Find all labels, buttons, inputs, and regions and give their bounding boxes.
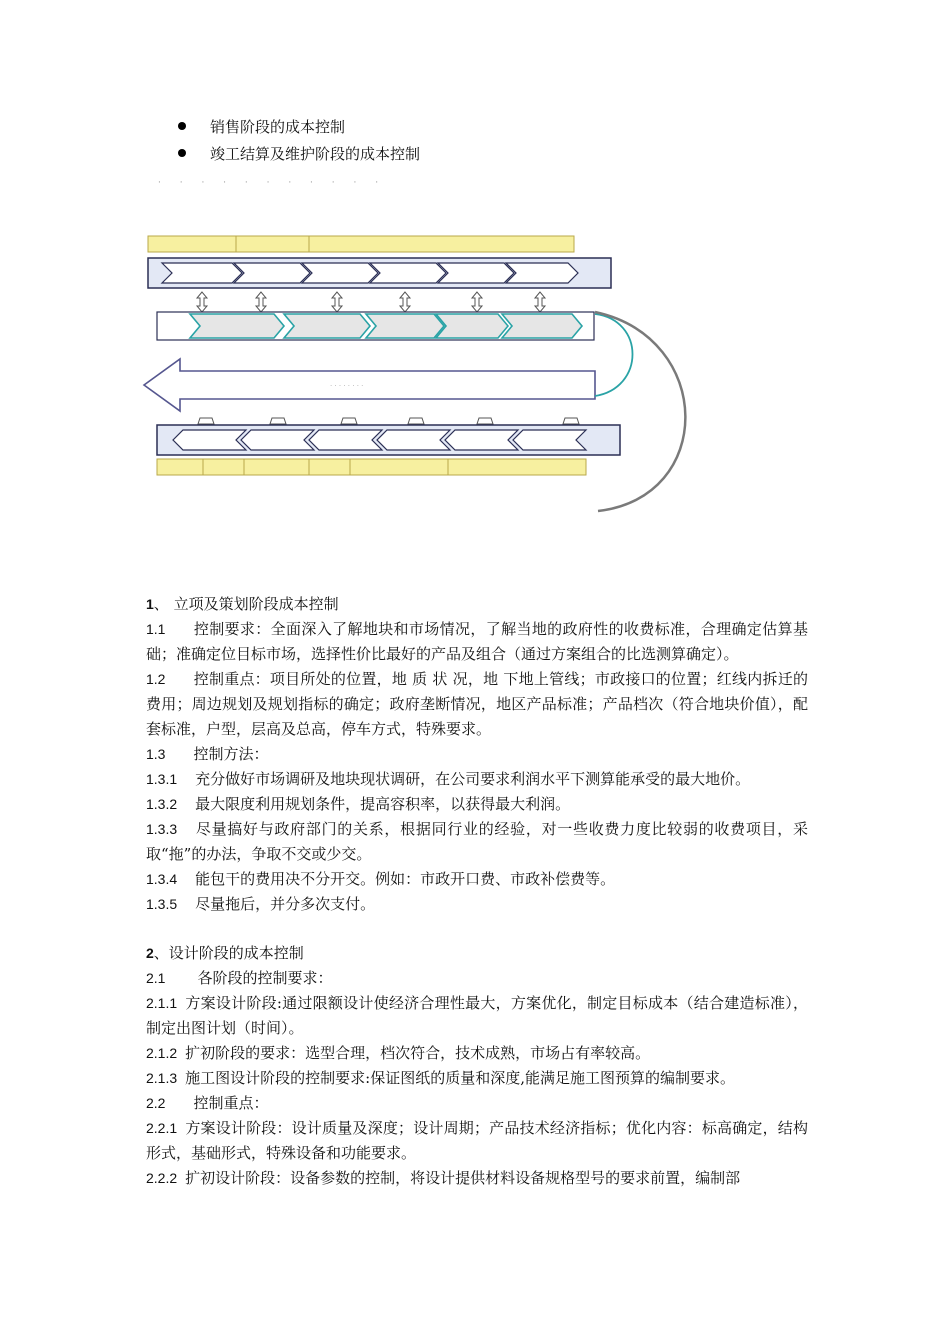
- paragraph: 1.3.5 尽量拖后，并分多次支付。: [146, 895, 376, 913]
- trapezoid-marker-icon: [198, 418, 214, 424]
- trapezoid-marker-icon: [270, 418, 286, 424]
- double-arrow-icon: [400, 292, 410, 312]
- double-arrow-icon: [535, 292, 545, 312]
- double-arrow-icon: [256, 292, 266, 312]
- bullet-dot-icon: [178, 122, 186, 130]
- chevron-step: [309, 430, 382, 450]
- chevron-step: [234, 263, 310, 283]
- chevron-step: [241, 430, 314, 450]
- paragraph: 1.3.2 最大限度利用规划条件，提高容积率，以获得最大利润。: [146, 795, 571, 813]
- gray-feedback-arc: [595, 312, 685, 511]
- paragraph: 2.1 各阶段的控制要求：: [146, 969, 333, 987]
- double-arrow-icon: [197, 292, 207, 312]
- teal-connector-arc: [595, 314, 633, 396]
- chevron-step: [438, 263, 514, 283]
- chevron-step: [190, 314, 284, 338]
- bullet-dot-icon: [178, 149, 186, 157]
- trapezoid-marker-icon: [408, 418, 424, 424]
- chevron-step: [513, 430, 586, 450]
- double-arrow-icon: [332, 292, 342, 312]
- paragraph: 1.3.3 尽量搞好与政府部门的关系，根据同行业的经验，对一些收费力度比较弱的收费项目，采取“拖”的办法，争取不交或少交。: [146, 820, 808, 863]
- paragraph: 1.3.1 充分做好市场调研及地块现状调研，在公司要求利润水平下测算能承受的最大地价。: [146, 770, 751, 788]
- top-chevron-band: [148, 258, 611, 288]
- chevron-step: [284, 314, 370, 338]
- section-heading: 2、设计阶段的成本控制: [146, 944, 304, 962]
- chevron-step: [173, 430, 246, 450]
- spacer: [146, 917, 808, 941]
- bottom-chevron-band: [157, 425, 620, 455]
- double-arrow-icons: [197, 292, 545, 312]
- top-phase-bar: [148, 236, 574, 252]
- paragraph: 1.2 控制重点：项目所处的位置，地 质 状 况，地 下地上管线；市政接口的位置；红线内拆迁的费用；周边规划及规划指标的确定；政府垄断情况，地区产品标准；产品档次（符合地块价值），配套标准，户型，层高及总高，停车方式，特殊要求。: [146, 670, 808, 738]
- faint-caption: · · · · · · · · · · ·: [158, 178, 387, 188]
- middle-chevron-band: [157, 312, 594, 340]
- paragraph: 2.1.1 方案设计阶段:通过限额设计使经济合理性最大，方案优化，制定目标成本（结合建造标准），制定出图计划（时间）。: [146, 994, 808, 1037]
- paragraph: 2.2.1 方案设计阶段：设计质量及深度；设计周期；产品技术经济指标；优化内容：标高确定，结构形式，基础形式，特殊设备和功能要求。: [146, 1119, 808, 1162]
- paragraph: 2.2.2 扩初设计阶段：设备参数的控制，将设计提供材料设备规格型号的要求前置，编制部: [146, 1169, 741, 1187]
- bullet-item: 竣工结算及维护阶段的成本控制: [178, 141, 420, 168]
- marker-icons: [198, 418, 579, 424]
- chevron-step: [370, 263, 446, 283]
- paragraph: 2.1.2 扩初阶段的要求：选型合理，档次符合，技术成熟，市场占有率较高。: [146, 1044, 651, 1062]
- svg-text:· · · · · · · ·: · · · · · · · ·: [330, 382, 364, 390]
- bottom-phase-bar: [157, 459, 586, 475]
- chevron-step: [502, 314, 582, 338]
- double-arrow-icon: [472, 292, 482, 312]
- chevron-step: [377, 430, 450, 450]
- chevron-step: [445, 430, 518, 450]
- trapezoid-marker-icon: [477, 418, 493, 424]
- paragraph: 1.1 控制要求：全面深入了解地块和市场情况，了解当地的政府性的收费标准，合理确定估算基础；准确定位目标市场，选择性价比最好的产品及组合（通过方案组合的比选测算确定）。: [146, 620, 808, 663]
- trapezoid-marker-icon: [563, 418, 579, 424]
- paragraph: 1.3.4 能包干的费用决不分开交。例如：市政开口费、市政补偿费等。: [146, 870, 616, 888]
- section-heading: 1、 立项及策划阶段成本控制: [146, 595, 339, 613]
- bullet-item: 销售阶段的成本控制: [178, 114, 420, 141]
- trapezoid-marker-icon: [341, 418, 357, 424]
- return-arrow: [144, 359, 595, 411]
- document-body: [146, 592, 808, 1191]
- paragraph: 1.3 控制方法：: [146, 745, 269, 763]
- cost-control-process-diagram: [140, 228, 700, 518]
- chevron-step: [436, 314, 508, 338]
- chevron-step: [366, 314, 444, 338]
- chevron-step: [506, 263, 578, 283]
- chevron-step: [302, 263, 378, 283]
- bullet-list: [178, 114, 420, 168]
- paragraph: 2.2 控制重点：: [146, 1094, 269, 1112]
- paragraph: 2.1.3 施工图设计阶段的控制要求:保证图纸的质量和深度,能满足施工图预算的编制要求。: [146, 1069, 735, 1087]
- chevron-step: [162, 263, 242, 283]
